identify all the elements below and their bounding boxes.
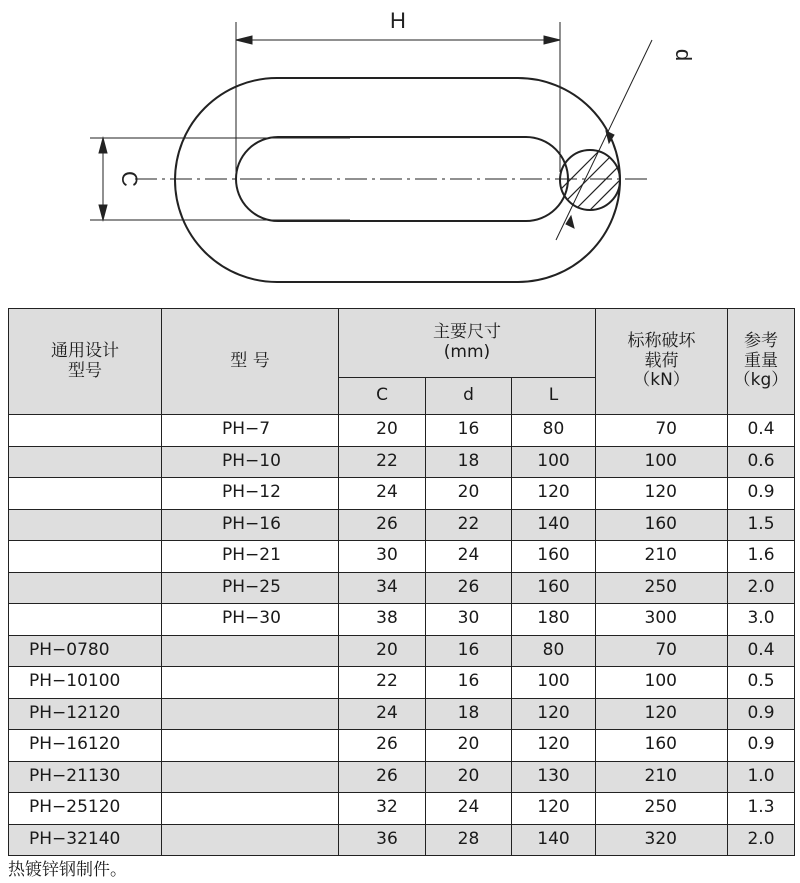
cell-C: 26 (339, 761, 426, 793)
cell-design-model (9, 541, 162, 573)
cell-model: PH−30 (162, 604, 339, 636)
cell-d: 24 (426, 793, 512, 825)
header-design-model: 通用设计 型号 (9, 309, 162, 415)
cell-C: 32 (339, 793, 426, 825)
table-row (9, 667, 795, 699)
cell-L: 180 (512, 604, 596, 636)
dimension-d (556, 40, 652, 240)
cell-C: 26 (339, 730, 426, 762)
cell-model (162, 730, 339, 762)
cell-design-model: PH−12120 (9, 698, 162, 730)
header-L: L (512, 378, 596, 415)
table-row (9, 509, 795, 541)
cell-design-model: PH−0780 (9, 635, 162, 667)
table-row (9, 446, 795, 478)
dimension-d-label: d (671, 48, 696, 62)
cell-model: PH−10 (162, 446, 339, 478)
cell-weight: 0.9 (728, 730, 795, 762)
cell-weight: 2.0 (728, 824, 795, 856)
cell-d: 20 (426, 730, 512, 762)
cell-d: 16 (426, 667, 512, 699)
cell-L: 140 (512, 509, 596, 541)
cell-d: 16 (426, 415, 512, 447)
cell-breaking-load: 210 (596, 541, 728, 573)
cell-weight: 0.4 (728, 635, 795, 667)
cell-model (162, 698, 339, 730)
cell-C: 24 (339, 698, 426, 730)
dimension-C-label: C (117, 171, 142, 187)
cell-model (162, 635, 339, 667)
cell-L: 80 (512, 635, 596, 667)
cross-section-circle (560, 150, 620, 210)
cell-design-model: PH−25120 (9, 793, 162, 825)
cell-C: 24 (339, 478, 426, 510)
table-row (9, 635, 795, 667)
cell-model (162, 761, 339, 793)
cell-model: PH−12 (162, 478, 339, 510)
cell-breaking-load: 320 (596, 824, 728, 856)
table-row (9, 698, 795, 730)
cell-model (162, 793, 339, 825)
cell-d: 18 (426, 698, 512, 730)
cell-weight: 1.0 (728, 761, 795, 793)
cell-breaking-load: 250 (596, 572, 728, 604)
cell-breaking-load: 100 (596, 667, 728, 699)
cell-L: 140 (512, 824, 596, 856)
cell-model (162, 667, 339, 699)
cell-C: 20 (339, 415, 426, 447)
cell-design-model (9, 478, 162, 510)
cell-d: 18 (426, 446, 512, 478)
cell-L: 130 (512, 761, 596, 793)
cell-weight: 0.9 (728, 478, 795, 510)
cell-design-model: PH−32140 (9, 824, 162, 856)
cell-d: 20 (426, 761, 512, 793)
cell-breaking-load: 70 (596, 635, 728, 667)
cell-d: 24 (426, 541, 512, 573)
cell-weight: 0.5 (728, 667, 795, 699)
cell-weight: 2.0 (728, 572, 795, 604)
table-row (9, 824, 795, 856)
table-row (9, 793, 795, 825)
cell-d: 22 (426, 509, 512, 541)
cell-weight: 0.6 (728, 446, 795, 478)
cell-model: PH−25 (162, 572, 339, 604)
footnote: 热镀锌钢制件。 (8, 860, 127, 880)
header-d: d (426, 378, 512, 415)
cell-weight: 3.0 (728, 604, 795, 636)
table-row (9, 761, 795, 793)
header-model: 型 号 (162, 309, 339, 415)
cell-weight: 0.4 (728, 415, 795, 447)
cell-design-model (9, 509, 162, 541)
cell-breaking-load: 120 (596, 478, 728, 510)
cell-L: 120 (512, 698, 596, 730)
cell-breaking-load: 250 (596, 793, 728, 825)
table-row (9, 604, 795, 636)
table-row (9, 478, 795, 510)
cell-d: 20 (426, 478, 512, 510)
cell-design-model (9, 572, 162, 604)
cell-model (162, 824, 339, 856)
cell-design-model (9, 604, 162, 636)
cell-weight: 0.9 (728, 698, 795, 730)
cell-weight: 1.3 (728, 793, 795, 825)
cell-breaking-load: 160 (596, 730, 728, 762)
cell-d: 30 (426, 604, 512, 636)
table-row (9, 572, 795, 604)
cell-breaking-load: 120 (596, 698, 728, 730)
cell-design-model: PH−21130 (9, 761, 162, 793)
cell-C: 26 (339, 509, 426, 541)
cell-breaking-load: 210 (596, 761, 728, 793)
cell-C: 22 (339, 667, 426, 699)
cell-C: 20 (339, 635, 426, 667)
table-body (9, 415, 795, 856)
cell-L: 160 (512, 541, 596, 573)
cell-C: 34 (339, 572, 426, 604)
table-row (9, 541, 795, 573)
dimension-H-label: H (390, 8, 406, 33)
cell-breaking-load: 300 (596, 604, 728, 636)
cell-design-model: PH−10100 (9, 667, 162, 699)
cell-L: 100 (512, 446, 596, 478)
cell-design-model (9, 446, 162, 478)
cell-breaking-load: 160 (596, 509, 728, 541)
cell-L: 120 (512, 793, 596, 825)
cell-L: 120 (512, 478, 596, 510)
header-reference-weight: 参考 重量 （kg） (728, 309, 795, 415)
cell-C: 30 (339, 541, 426, 573)
cell-design-model: PH−16120 (9, 730, 162, 762)
cell-breaking-load: 70 (596, 415, 728, 447)
cell-C: 38 (339, 604, 426, 636)
cell-model: PH−21 (162, 541, 339, 573)
specification-table (8, 308, 795, 856)
cell-d: 28 (426, 824, 512, 856)
header-main-dimensions: 主要尺寸 (mm) (339, 309, 596, 378)
cell-model: PH−7 (162, 415, 339, 447)
cell-C: 22 (339, 446, 426, 478)
cell-design-model (9, 415, 162, 447)
table-row (9, 730, 795, 762)
cell-L: 100 (512, 667, 596, 699)
header-breaking-load: 标称破坏 载荷 （kN） (596, 309, 728, 415)
table-row (9, 415, 795, 447)
header-C: C (339, 378, 426, 415)
cell-weight: 1.6 (728, 541, 795, 573)
cell-d: 26 (426, 572, 512, 604)
cell-L: 80 (512, 415, 596, 447)
cell-weight: 1.5 (728, 509, 795, 541)
dimension-H (236, 22, 560, 172)
cell-L: 160 (512, 572, 596, 604)
link-outer-contour (175, 78, 620, 282)
cell-L: 120 (512, 730, 596, 762)
cell-breaking-load: 100 (596, 446, 728, 478)
chain-link-drawing (0, 0, 800, 300)
cell-d: 16 (426, 635, 512, 667)
cell-model: PH−16 (162, 509, 339, 541)
cell-C: 36 (339, 824, 426, 856)
